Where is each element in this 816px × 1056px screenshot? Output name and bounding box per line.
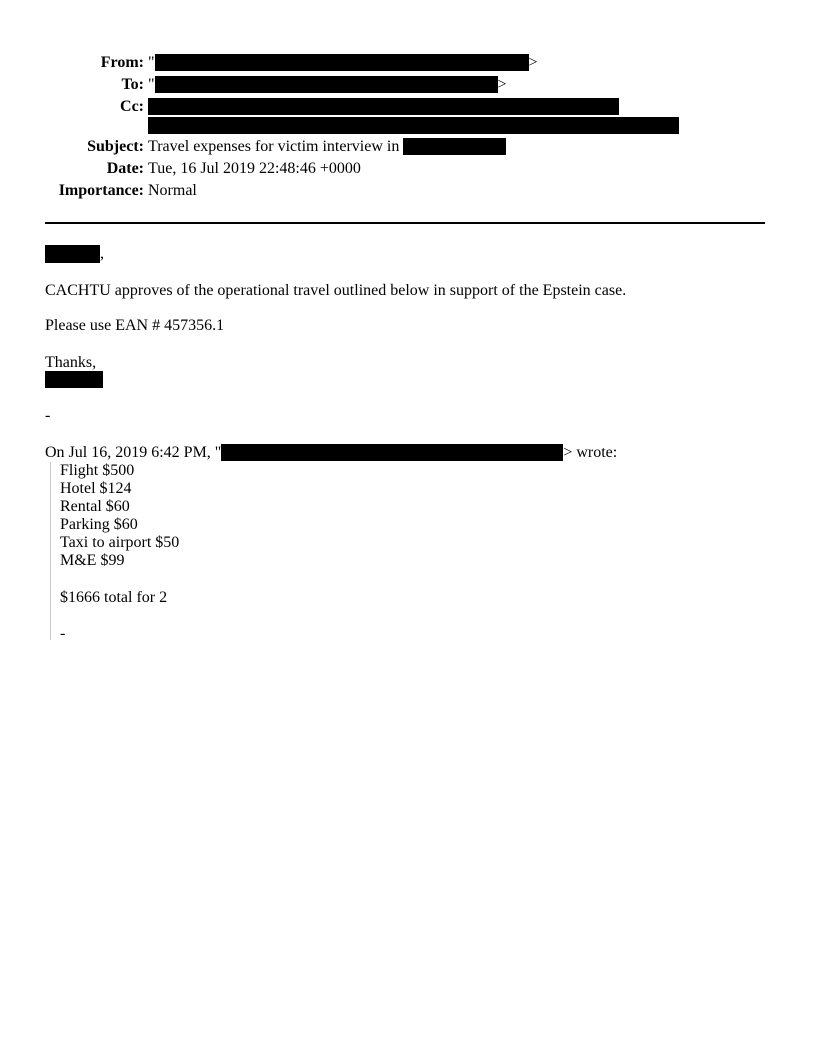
approval-paragraph: CACHTU approves of the operational travel outlined below in support of the Epstein case. — [45, 282, 627, 299]
redaction-bar — [45, 245, 100, 263]
to-value — [148, 76, 507, 94]
redaction-bar — [45, 371, 103, 388]
expense-item: M&E $99 — [60, 552, 125, 569]
quote-attribution — [45, 444, 617, 462]
ean-paragraph: Please use EAN # 457356.1 — [45, 317, 225, 334]
quote-separator: - — [60, 625, 66, 642]
from-suffix: > — [528, 54, 538, 71]
expense-item: Parking $60 — [60, 516, 138, 533]
header-divider — [45, 222, 765, 224]
redaction-bar — [155, 54, 529, 71]
to-suffix: > — [497, 76, 507, 93]
expense-item: Flight $500 — [60, 462, 135, 479]
importance-label: Importance: — [58, 182, 144, 199]
from-prefix: " — [148, 54, 155, 71]
closing: Thanks, — [45, 354, 97, 371]
to-prefix: " — [148, 76, 155, 93]
subject-text: Travel expenses for victim interview in — [148, 138, 400, 155]
expense-total: $1666 total for 2 — [60, 589, 168, 606]
redaction-bar — [148, 98, 619, 115]
to-row — [0, 76, 816, 98]
subject-label: Subject: — [87, 138, 144, 155]
importance-value: Normal — [148, 182, 197, 199]
expense-item: Taxi to airport $50 — [60, 534, 180, 551]
subject-row — [0, 138, 816, 160]
message-separator: - — [45, 407, 51, 424]
greeting — [45, 245, 104, 263]
cc-row — [0, 98, 816, 138]
date-row — [0, 160, 816, 182]
attribution-prefix: On Jul 16, 2019 6:42 PM, " — [45, 444, 222, 461]
signature — [45, 371, 103, 389]
greeting-comma: , — [100, 245, 104, 262]
cc-value — [148, 98, 679, 134]
expense-item: Rental $60 — [60, 498, 130, 515]
subject-value — [148, 138, 506, 156]
from-value — [148, 54, 538, 72]
attribution-suffix: > wrote: — [563, 444, 618, 461]
importance-row — [0, 182, 816, 204]
date-label: Date: — [106, 160, 144, 177]
expense-item: Hotel $124 — [60, 480, 132, 497]
redaction-bar — [403, 138, 506, 155]
quote-bar — [50, 462, 51, 640]
cc-label: Cc: — [120, 98, 144, 115]
to-label: To: — [121, 76, 144, 93]
redaction-bar — [221, 444, 563, 461]
redaction-bar — [148, 117, 679, 134]
from-row — [0, 54, 816, 76]
from-label: From: — [100, 54, 144, 71]
redaction-bar — [155, 76, 498, 93]
date-value: Tue, 16 Jul 2019 22:48:46 +0000 — [148, 160, 361, 177]
